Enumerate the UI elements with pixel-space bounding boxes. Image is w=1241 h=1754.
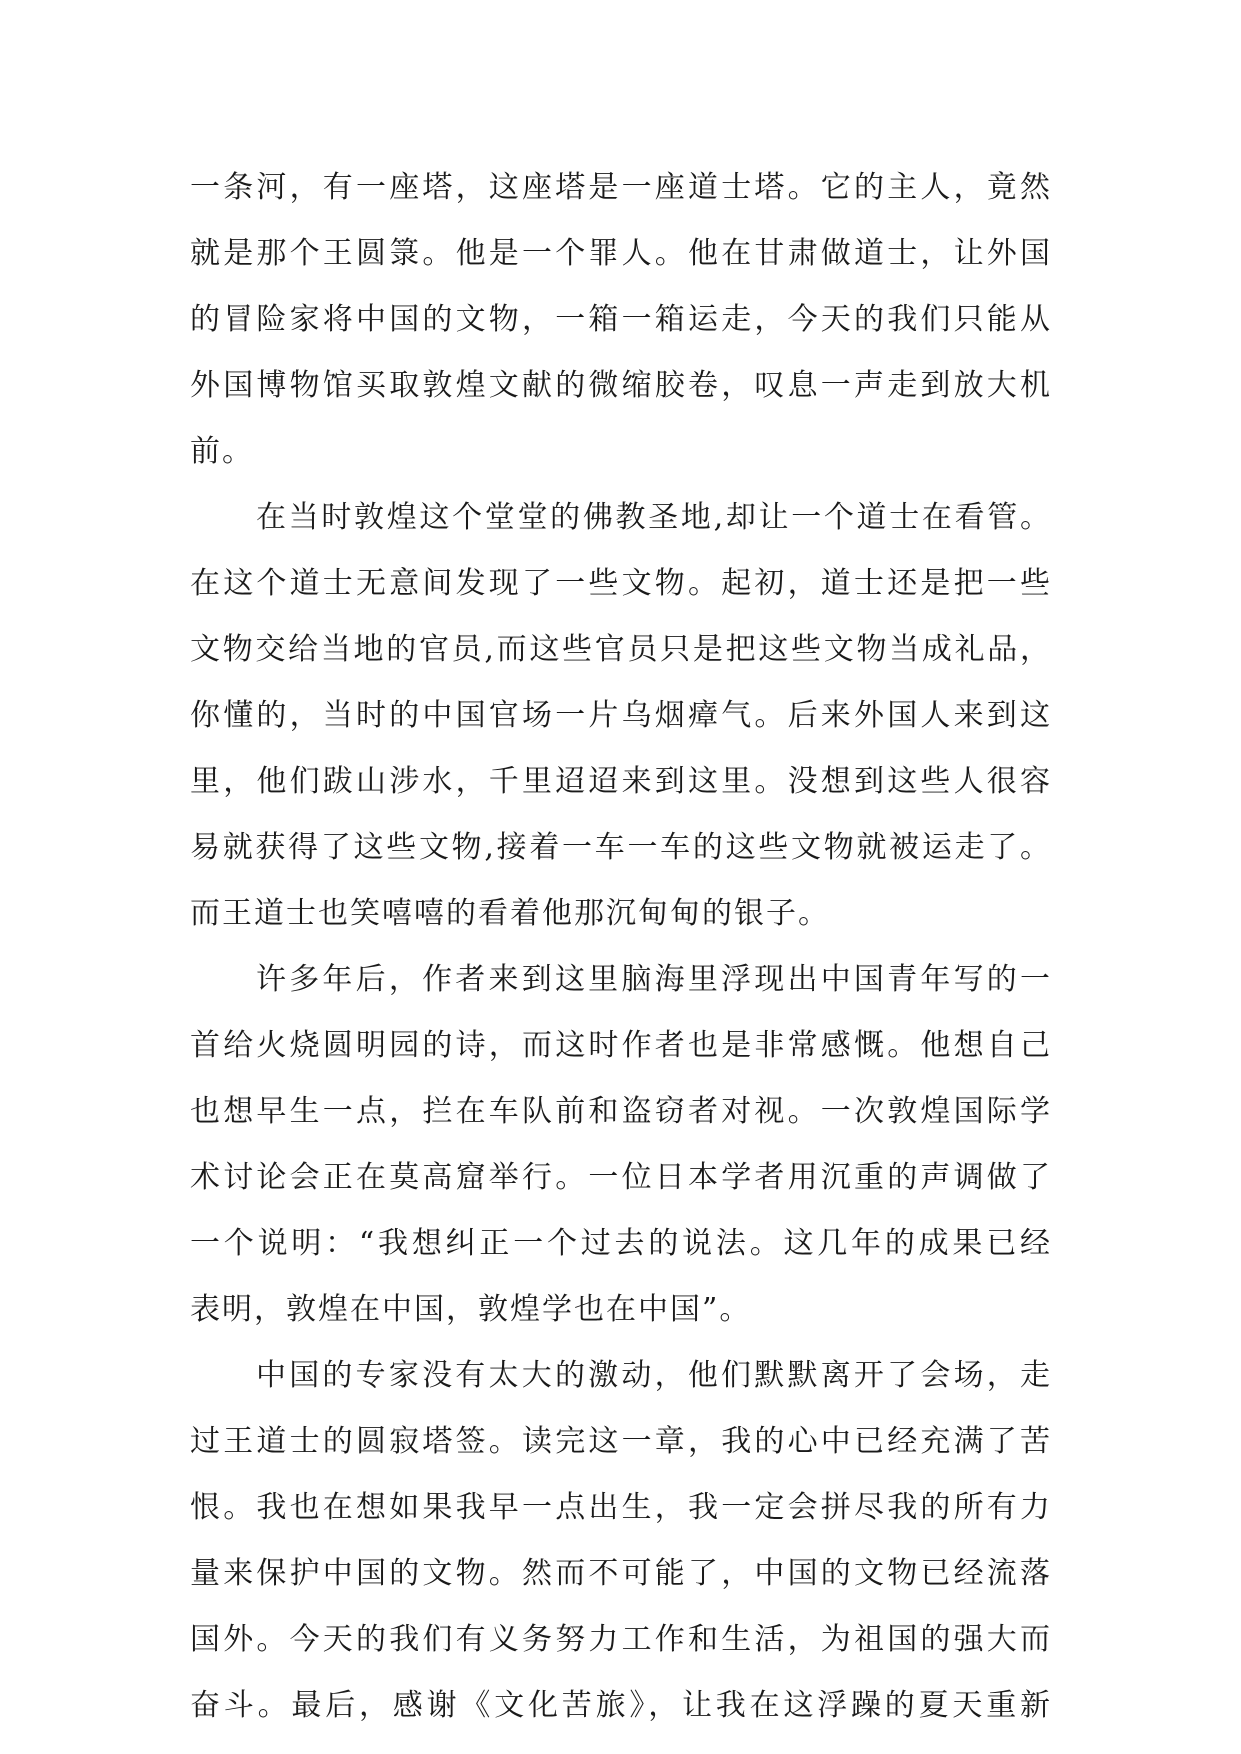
text-line: 就是那个王圆箓。他是一个罪人。他在甘肃做道士，让外国: [190, 236, 1052, 271]
text-line: 国外。今天的我们有义务努力工作和生活，为祖国的强大而: [190, 1622, 1052, 1657]
text-line: 前。: [190, 434, 254, 469]
text-line: 过王道士的圆寂塔签。读完这一章，我的心中已经充满了苦: [190, 1424, 1052, 1459]
text-line: 里，他们跋山涉水，千里迢迢来到这里。没想到这些人很容: [190, 764, 1052, 799]
text-line: 文物交给当地的官员,而这些官员只是把这些文物当成礼品，: [190, 632, 1052, 667]
text-line: 而王道士也笑嘻嘻的看着他那沉甸甸的银子。: [190, 896, 830, 931]
text-line: 量来保护中国的文物。然而不可能了，中国的文物已经流落: [190, 1556, 1052, 1591]
text-line: 表明，敦煌在中国，敦煌学也在中国”。: [190, 1292, 752, 1327]
paragraph-first-line: 中国的专家没有太大的激动，他们默默离开了会场，走: [256, 1358, 1052, 1393]
text-line: 外国博物馆买取敦煌文献的微缩胶卷，叹息一声走到放大机: [190, 368, 1052, 403]
text-line: 你懂的，当时的中国官场一片乌烟瘴气。后来外国人来到这: [190, 698, 1052, 733]
text-line: 的冒险家将中国的文物，一箱一箱运走，今天的我们只能从: [190, 302, 1052, 337]
paragraph-first-line: 在当时敦煌这个堂堂的佛教圣地,却让一个道士在看管。: [256, 500, 1052, 535]
text-line: 奋斗。最后，感谢《文化苦旅》，让我在这浮躁的夏天重新: [190, 1688, 1052, 1723]
text-line: 易就获得了这些文物,接着一车一车的这些文物就被运走了。: [190, 830, 1052, 865]
text-line: 首给火烧圆明园的诗，而这时作者也是非常感慨。他想自己: [190, 1028, 1052, 1063]
text-line: 恨。我也在想如果我早一点出生，我一定会拼尽我的所有力: [190, 1490, 1052, 1525]
paragraph-first-line: 许多年后，作者来到这里脑海里浮现出中国青年写的一: [256, 962, 1052, 997]
text-line: 在这个道士无意间发现了一些文物。起初，道士还是把一些: [190, 566, 1052, 601]
text-line: 也想早生一点，拦在车队前和盗窃者对视。一次敦煌国际学: [190, 1094, 1052, 1129]
text-line: 一个说明：“我想纠正一个过去的说法。这几年的成果已经: [190, 1226, 1052, 1261]
text-line: 术讨论会正在莫高窟举行。一位日本学者用沉重的声调做了: [190, 1160, 1052, 1195]
body-text: [190, 155, 1052, 1739]
text-line: 一条河，有一座塔，这座塔是一座道士塔。它的主人，竟然: [190, 170, 1052, 205]
